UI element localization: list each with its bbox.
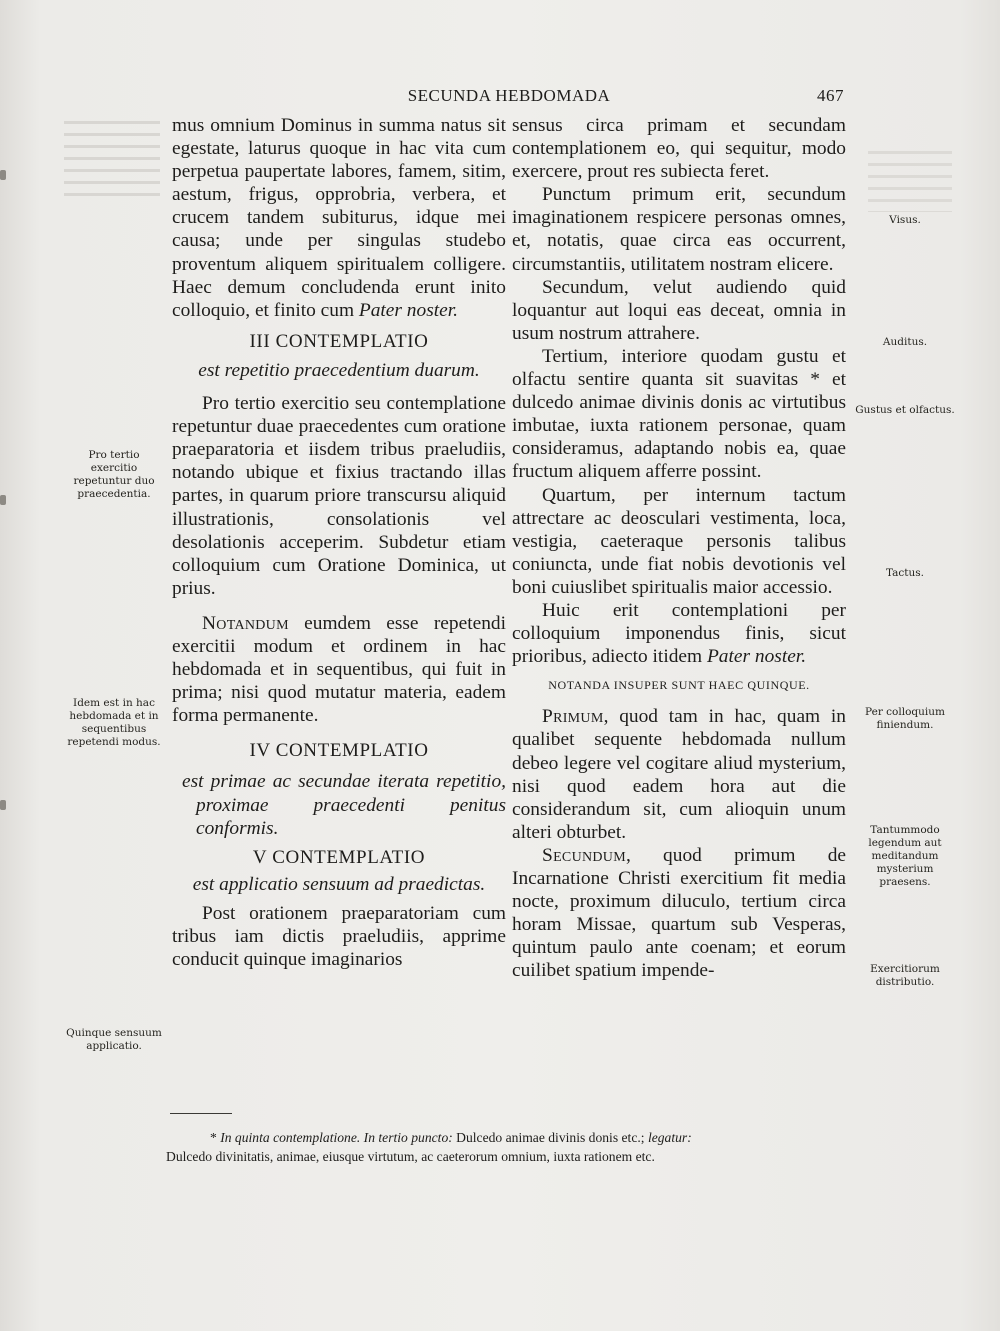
header-title: SECUNDA HEBDOMADA [407,86,611,105]
section-heading-v: V CONTEMPLATIO [252,846,426,868]
show-through-left [64,112,160,202]
paragraph: sensus circa primam et secundam contemplationem eo, qui sequitur, modo exercere, prout res subiecta feret. [512,115,846,183]
margin-note-left: Pro tertio exercitio repetuntur duo praecedentia. [73,449,155,500]
page-edge-mark [0,170,6,180]
section-heading-iv: IV CONTEMPLATIO [249,740,429,762]
footnote [166,1128,866,1166]
paragraph: Huic erit contemplationi per colloquium imponendus finis, sicut prioribus, adiecto itidem Pater noster. [512,599,846,668]
footnote-rule [170,1113,232,1114]
margin-note-right: Gustus et olfactus. [855,404,955,416]
paragraph: mus omnium Dominus in summa natus sit egestate, laturus quoque in hac vita cum perpetua paupertate labores, famem, sitim, aestum, frigus, opprobria, verbera, et crucem tandem subiturus, idque mei causa; unde per singulas studebo proventum aliquem spiritualem colligere. Haec demum concludenda erunt inito colloquio, et finito cum Pater noster. [172,115,506,321]
left-column [172,114,506,971]
section-subtitle: est repetitio praecedentium duarum. [198,359,480,381]
paragraph: Secundum, quod primum de Incarnatione Christi exercitium fit media nocte, proximum diluculo, tertium circa horam Missae, quartum sub Vesperas, quintum paulo ante coenam; et eorum cuilibet spatium impende- [512,844,846,982]
paragraph: Secundum, velut audiendo quid loquantur aut loqui eas deceat, omnia in usum nostrum attrahere. [512,276,846,344]
paragraph: Pro tertio exercitio seu contemplatione repetuntur duae praecedentes cum oratione praeparatoria et iisdem tribus praeludiis, notando ubique et fixius tractando illas partes, in quarum priore transcursu aliquid illustrationis, consolationis vel desolationis acceperim. Subdetur etiam colloquium cum Oratione Dominica, ut prius. [172,393,506,599]
paragraph: Punctum primum erit, secundum imaginationem respicere personas omnes, et, notatis, quae circa eas occurrent, circumstantiis, utilitatem nostram elicere. [512,184,846,275]
margin-note-right: Per colloquium finiendum. [865,706,945,731]
footnote-line: * In quinta contemplatione. In tertio puncto: Dulcedo animae divinis donis etc.; legatur: [210,1130,692,1145]
section-subtitle: est applicatio sensuum ad praedictas. [192,873,486,895]
section-subtitle: est primae ac secundae iterata repetitio, proximae praecedenti penitus conformis. [182,771,506,839]
margin-note-right: Visus. [889,214,921,226]
show-through-right [868,142,952,212]
paragraph: Notandum eumdem esse repetendi exercitii modum et ordinem in hac hebdomada et in sequentibus, qui fuit in prima; nisi quod mutatur materia, eadem forma permanente. [172,612,506,727]
margin-note-right: Tactus. [885,567,925,579]
section-heading-iii: III CONTEMPLATIO [249,330,429,352]
right-column [512,114,846,982]
running-header [170,86,848,110]
margin-note-left: Idem est in hac hebdomada et in sequentibus repetendi modus. [67,697,161,748]
paragraph: Quartum, per internum tactum attrectare ac deosculari vestimenta, loca, vestigia, caeteraque personis talibus coniuncta, unde fiat nobis devotionis vel boni cuiuslibet spiritualis maior accessio. [512,484,846,598]
page-number: 467 [817,86,844,105]
paragraph: Post orationem praeparatoriam cum tribus iam dictis praeludiis, apprime conducit quinque imaginarios [172,902,506,971]
margin-note-left: Quinque sensuum applicatio. [66,1027,162,1052]
margin-note-right: Exercitiorum distributio. [870,963,940,988]
paragraph: Tertium, interiore quodam gustu et olfactu sentire quanta sit suavitas * et dulcedo animae divinis donis ac virtutibus imbutae, iuxta rationem personae, quam consideramus, adaptando nobis ea, quae fructum aliquem afferre possint. [512,345,846,483]
margin-note-right: Tantummodo legendum aut meditandum mysterium praesens. [868,824,942,888]
page-edge-mark [0,495,6,505]
footnote-line: Dulcedo divinitatis, animae, eiusque virtutum, ac caeterorum omnium, iuxta rationem etc. [166,1149,655,1164]
page-edge-mark [0,800,6,810]
margin-note-right: Auditus. [882,336,928,348]
note-heading: NOTANDA INSUPER SUNT HAEC QUINQUE. [548,678,810,693]
paragraph: Primum, quod tam in hac, quam in qualibet sequente hebdomada nullum debeo legere vel cogitare aliud mysterium, nisi quod eadem hora aut die considerandum sit, cum alioquin unum alteri obturbet. [512,706,846,843]
